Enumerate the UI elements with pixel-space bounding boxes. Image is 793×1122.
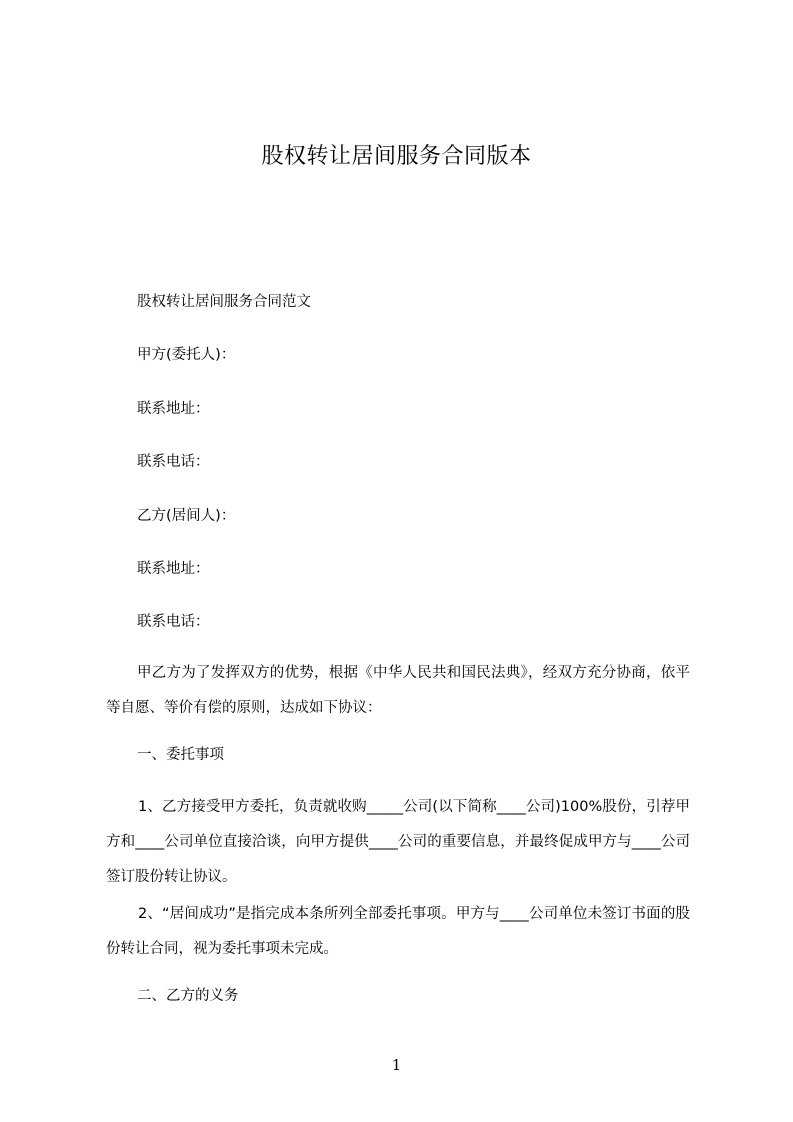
preamble-paragraph: 甲乙方为了发挥双方的优势，根据《中华人民共和国民法典》，经双方充分协商，依平等自愿、等价有偿的原则，达成如下协议： — [106, 665, 690, 716]
document-subtitle: 股权转让居间服务合同范文 — [137, 294, 311, 310]
document-title: 股权转让居间服务合同版本 — [261, 144, 532, 169]
party-a-address-label: 联系地址： — [137, 401, 210, 417]
section-1-heading: 一、委托事项 — [137, 747, 224, 763]
section-2-heading: 二、乙方的义务 — [137, 988, 239, 1004]
page-number: 1 — [391, 1056, 402, 1074]
clause-1-paragraph: 1、乙方接受甲方委托，负责就收购_____公司(以下简称____公司)100%股份，引荐甲方和____公司单位直接洽谈，向甲方提供____公司的重要信息，并最终促成甲方与____公司签订股份转让协议。 — [106, 799, 690, 885]
party-a-label: 甲方(委托人)： — [137, 347, 236, 363]
party-b-address-label: 联系地址： — [137, 561, 210, 577]
party-b-phone-label: 联系电话： — [137, 614, 210, 630]
clause-2-paragraph: 2、“居间成功”是指完成本条所列全部委托事项。甲方与____公司单位未签订书面的股份转让合同，视为委托事项未完成。 — [106, 906, 690, 957]
party-a-phone-label: 联系电话： — [137, 454, 210, 470]
party-b-label: 乙方(居间人)： — [137, 508, 236, 524]
